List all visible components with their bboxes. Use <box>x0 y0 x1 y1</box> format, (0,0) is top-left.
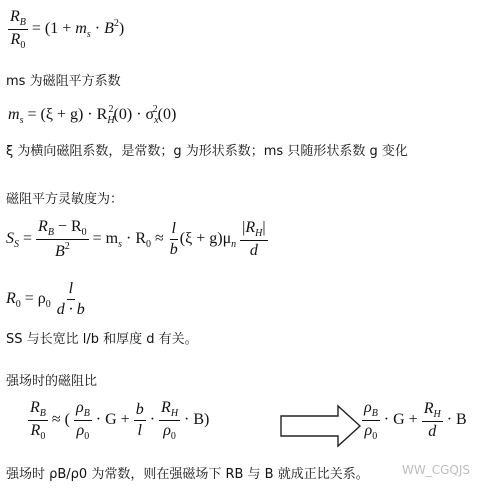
line-ss-relation: SS 与长宽比 l/b 和厚度 d 有关。 <box>6 332 198 347</box>
line-sensitivity-heading: 磁阻平方灵敏度为： <box>6 192 124 207</box>
line-strong-field-heading: 强场时的磁阻比 <box>6 374 98 389</box>
line-strong-field-conclusion: 强场时 ρB/ρ0 为常数，则在强磁场下 RB 与 B 就成正比关系。 <box>6 467 369 482</box>
equation-1: $\frac{R_B}{R_0}$ = $(1 + m_s \cdot B^2)$ <box>10 8 125 51</box>
equation-3: $S_S$ = $\frac{R_B - R_0}{B^2}$ = $m_s \cdot R_0$ ≈ $\frac{l}{b}$ $(\xi + g)\mu_n$ $\frac{|R_H|}{d}$ <box>6 218 266 260</box>
equation-6 <box>298 402 314 422</box>
right-arrow-icon <box>280 404 362 448</box>
line-xi-definition: ξ 为横向磁阻系数，是常数；g 为形状系数；ms 只随形状系数 g 变化 <box>6 144 408 159</box>
equation-6-rhs: $\frac{\rho_B}{\rho_0}$ · G + $\frac{R_H}{d}$ · B <box>364 399 467 442</box>
watermark: WW_CGQJS <box>402 463 471 477</box>
equation-4: $R_0 = \rho_0$ $\frac{l}{d \cdot b}$ <box>6 280 85 318</box>
equation-2: $m_s = (\xi + g) \cdot R_H^2(0) \cdot \sigma_x^2(0)$ <box>8 104 177 126</box>
line-ms-definition: ms 为磁阻平方系数 <box>6 74 121 89</box>
equation-5: $\frac{R_B}{R_0}$ ≈ ( $\frac{\rho_B}{\rho_0}$ · G + $\frac{b}{l}$ · $\frac{R_H}{\rho_0}$ · B) <box>30 399 210 442</box>
